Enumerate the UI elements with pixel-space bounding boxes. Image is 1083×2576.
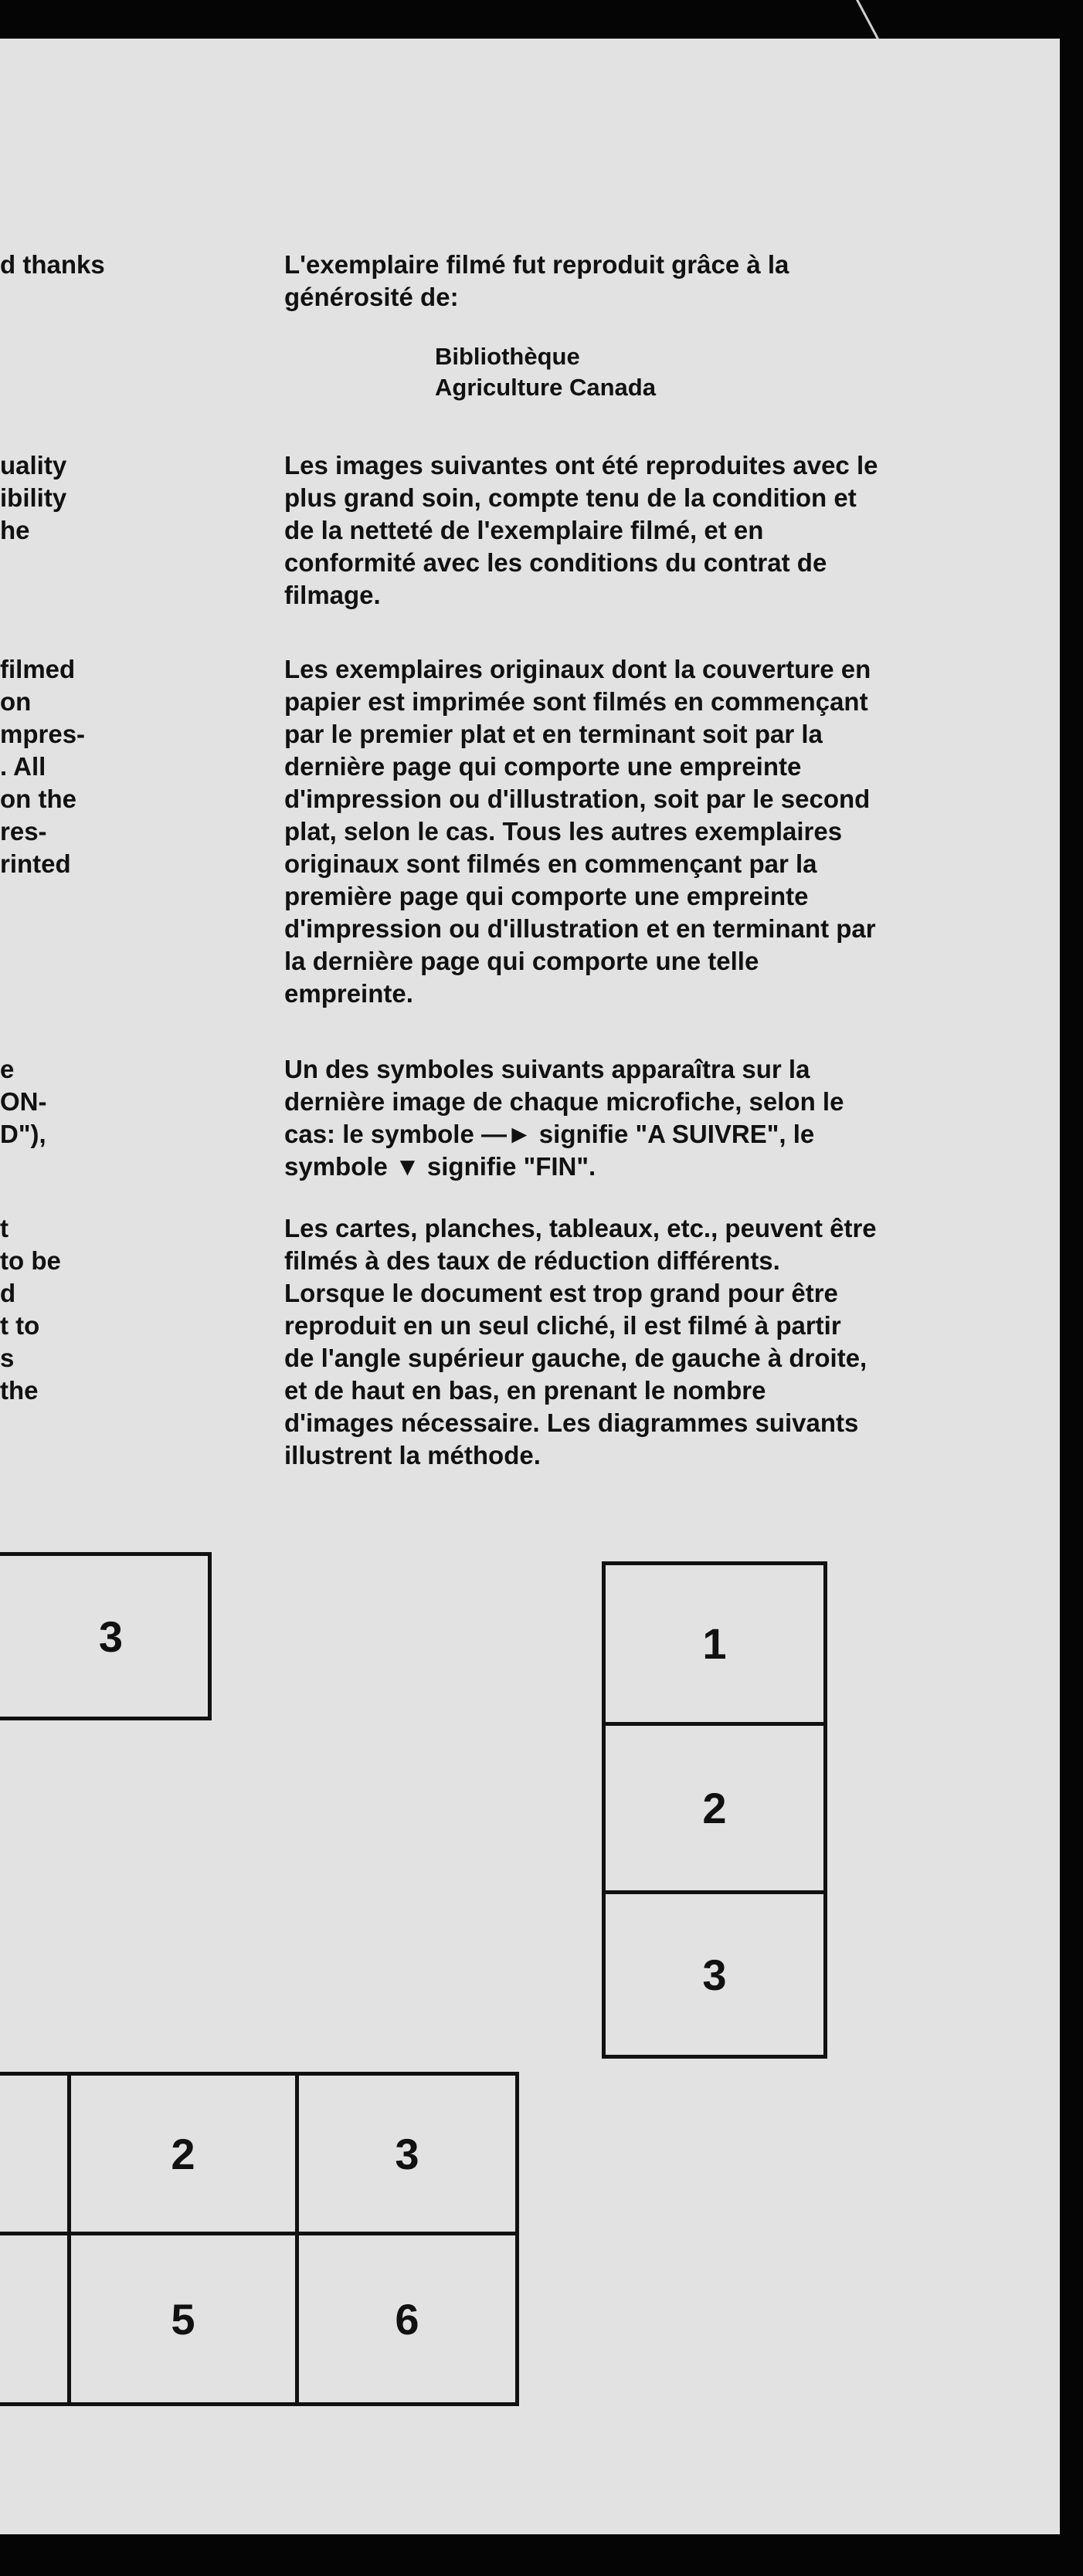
diagram-grid-cell: [0, 2232, 71, 2406]
left-fragment-text: t: [0, 1214, 8, 1242]
left-fragment-text: res-: [0, 817, 47, 846]
text-fragment: signifie "A SUIVRE", le: [531, 1120, 815, 1148]
diagram-label: 3: [702, 1950, 727, 1999]
left-fragment-text: e: [0, 1055, 15, 1083]
text-line: [284, 1151, 1018, 1183]
paragraph-symbols: [284, 1053, 1018, 1183]
text-fragment: symbole: [284, 1152, 396, 1181]
text-line: et de haut en bas, en prenant le nombre: [284, 1376, 766, 1405]
text-line: de l'angle supérieur gauche, de gauche à droite,: [284, 1344, 867, 1372]
text-line: empreinte.: [284, 979, 413, 1008]
diagram-column-cell: [602, 1722, 827, 1894]
left-fragment-text: on: [0, 687, 32, 716]
page-crease: [856, 0, 879, 39]
text-line: reproduit en un seul cliché, il est filmé à partir: [284, 1311, 841, 1340]
left-fragment-text: . All: [0, 752, 46, 781]
text-line: Les images suivantes ont été reproduites avec le: [284, 451, 878, 480]
arrow-right-icon: —►: [480, 1120, 532, 1148]
diagram-column-cell: [602, 1890, 827, 2059]
library-name: [435, 341, 656, 403]
library-line: Agriculture Canada: [435, 374, 656, 401]
diagram-grid-cell: [67, 2232, 299, 2406]
left-fragment-text: filmed: [0, 655, 76, 683]
left-fragment-text: the: [0, 1376, 39, 1405]
text-line: dernière page qui comporte une empreinte: [284, 752, 802, 781]
paragraph-quality: [284, 449, 1018, 612]
text-line: conformité avec les conditions du contrat de: [284, 548, 827, 577]
left-fragment-text: t to: [0, 1311, 40, 1340]
text-line: filmés à des taux de réduction différents.: [284, 1246, 780, 1275]
text-fragment: signifie "FIN".: [419, 1152, 596, 1181]
intro-line: générosité de:: [284, 283, 459, 311]
diagram-grid-cell: [295, 2232, 519, 2406]
text-line: Les cartes, planches, tableaux, etc., peuvent être: [284, 1214, 877, 1242]
left-fragment-text: he: [0, 516, 30, 544]
left-fragment-text: mpres-: [0, 720, 86, 748]
text-line: dernière image de chaque microfiche, selon le: [284, 1087, 844, 1116]
text-fragment: cas: le symbole: [284, 1120, 481, 1148]
text-line: originaux sont filmés en commençant par la: [284, 849, 817, 878]
paragraph-maps: [284, 1212, 1018, 1472]
paragraph-originals: [284, 653, 1018, 1010]
left-fragment-text: to be: [0, 1246, 61, 1275]
left-fragment-text: on the: [0, 785, 76, 813]
text-line: première page qui comporte une empreinte: [284, 882, 809, 910]
library-line: Bibliothèque: [435, 343, 580, 370]
diagram-grid-cell: [0, 2072, 71, 2235]
text-line: [284, 1118, 1018, 1151]
text-line: par le premier plat et en terminant soit par la: [284, 720, 823, 748]
intro-paragraph: [284, 249, 1018, 314]
intro-line: L'exemplaire filmé fut reproduit grâce à la: [284, 250, 789, 279]
text-line: Un des symboles suivants apparaîtra sur la: [284, 1055, 810, 1083]
text-line: illustrent la méthode.: [284, 1441, 541, 1469]
text-line: papier est imprimée sont filmés en commençant: [284, 687, 868, 716]
left-fragment-text: s: [0, 1344, 15, 1372]
text-line: la dernière page qui comporte une telle: [284, 947, 759, 975]
diagram-column-cell: [602, 1561, 827, 1726]
text-line: plus grand soin, compte tenu de la condition et: [284, 483, 857, 512]
diagram-label: 3: [98, 1612, 123, 1661]
text-line: Lorsque le document est trop grand pour être: [284, 1279, 838, 1307]
diagram-label: 2: [171, 2129, 195, 2178]
text-line: Les exemplaires originaux dont la couverture en: [284, 655, 871, 683]
triangle-down-icon: ▼: [395, 1152, 420, 1181]
text-line: de la netteté de l'exemplaire filmé, et en: [284, 516, 764, 544]
text-line: filmage.: [284, 581, 381, 609]
diagram-label: 3: [395, 2129, 419, 2178]
text-line: plat, selon le cas. Tous les autres exemplaires: [284, 817, 843, 846]
left-fragment-text: d thanks: [0, 250, 105, 279]
left-fragment-text: rinted: [0, 849, 71, 878]
left-fragment-text: ibility: [0, 483, 67, 512]
text-line: d'impression ou d'illustration et en terminant par: [284, 914, 876, 943]
diagram-label: 2: [702, 1784, 727, 1832]
left-fragment-text: uality: [0, 451, 67, 480]
diagram-grid-cell: [295, 2072, 519, 2235]
left-fragment-text: d: [0, 1279, 16, 1307]
diagram-label: 5: [171, 2294, 195, 2344]
text-line: d'impression ou d'illustration, soit par le second: [284, 785, 871, 813]
left-fragment-text: ON-: [0, 1087, 47, 1116]
diagram-label: 1: [702, 1619, 727, 1668]
diagram-grid-cell: [67, 2072, 299, 2235]
text-line: d'images nécessaire. Les diagrammes suivants: [284, 1408, 859, 1437]
diagram-label: 6: [395, 2294, 419, 2344]
diagram-row-box: [0, 1552, 212, 1720]
left-fragment-text: D"),: [0, 1120, 46, 1148]
